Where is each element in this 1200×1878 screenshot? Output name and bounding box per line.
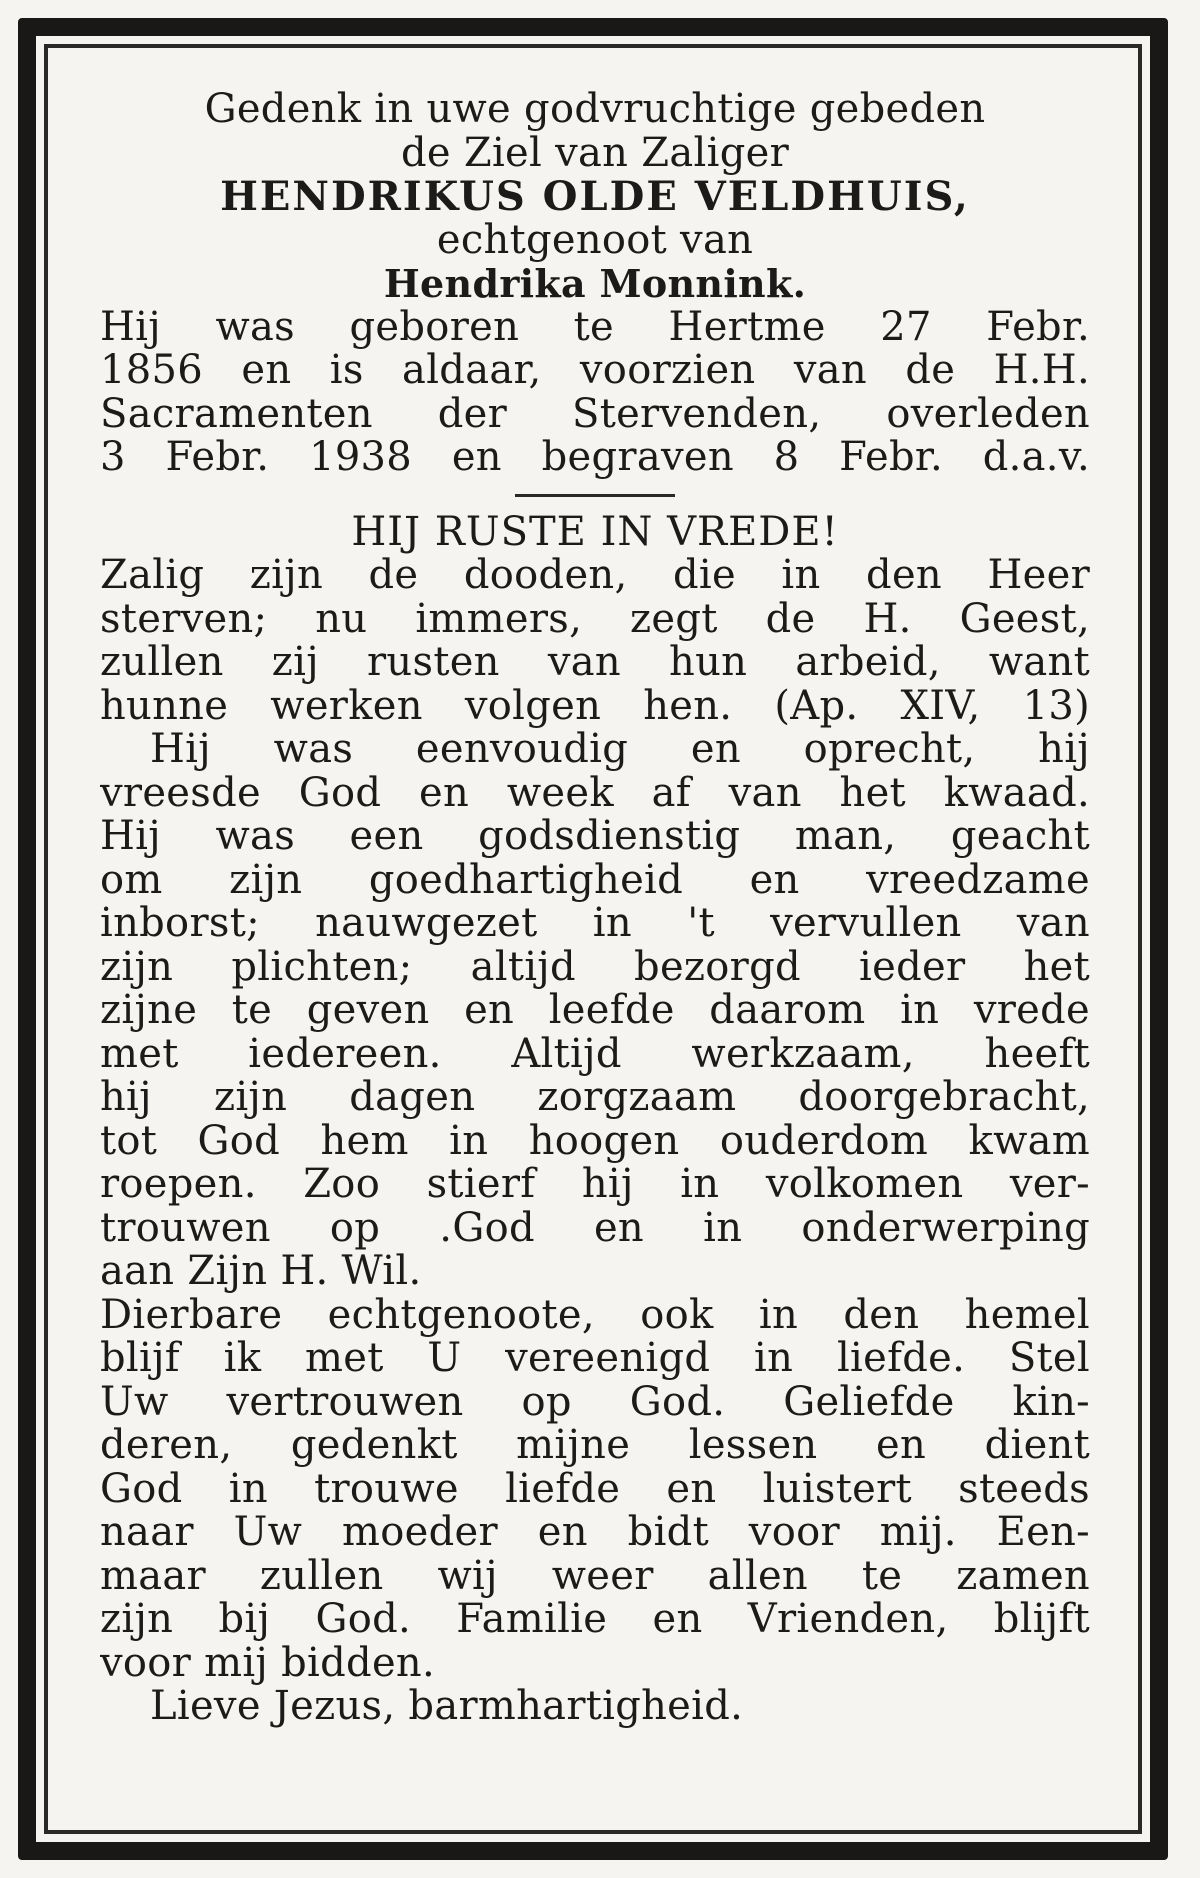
farewell-line-6: naar Uw moeder en bidt voor mij. Een- [100,1511,1090,1555]
farewell-line-9: voor mij bidden. [100,1641,435,1685]
deceased-name: HENDRIKUS OLDE VELDHUIS, [220,175,970,219]
character-line-11: roepen. Zoo stierf hij in volkomen ver- [100,1163,1090,1207]
spouse-name: Hendrika Monnink. [383,262,807,306]
spouse-of-label: echtgenoot van [436,218,754,262]
farewell-line-4: deren, gedenkt mijne lessen en dient [100,1424,1090,1468]
farewell-line-5: God in trouwe liefde en luistert steeds [100,1467,1090,1511]
scripture-line-1: Zalig zijn de dooden, die in den Heer [100,554,1090,598]
character-line-10: tot God hem in hoogen ouderdom kwam [100,1119,1090,1163]
character-line-3: Hij was een godsdienstig man, geacht [100,815,1090,859]
character-line-4: om zijn goedhartigheid en vreedzame [100,858,1090,902]
scripture-line-4: hunne werken volgen hen. (Ap. XIV, 13) [100,684,1090,728]
character-line-1: Hij was eenvoudig en oprecht, hij [150,728,1090,772]
character-line-13: aan Zijn H. Wil. [100,1250,422,1294]
farewell-line-1: Dierbare echtgenoote, ook in den hemel [100,1293,1090,1337]
character-line-5: inborst; nauwgezet in 't vervullen van [100,902,1090,946]
card-text [100,88,1090,1729]
character-line-6: zijn plichten; altijd bezorgd ieder het [100,945,1090,989]
scripture-line-2: sterven; nu immers, zegt de H. Geest, [100,597,1090,641]
farewell-line-8: zijn bij God. Familie en Vrienden, blijft [100,1598,1090,1642]
divider-rule [515,494,675,497]
intro-line-1: Gedenk in uwe godvruchtige gebeden [204,88,986,132]
closing-prayer: Lieve Jezus, barmhartigheid. [150,1685,744,1729]
character-line-2: vreesde God en week af van het kwaad. [100,771,1090,815]
character-line-7: zijne te geven en leefde daarom in vrede [100,989,1090,1033]
character-line-8: met iedereen. Altijd werkzaam, heeft [100,1032,1090,1076]
rip-heading: HIJ RUSTE IN VREDE! [351,510,839,554]
character-line-9: hij zijn dagen zorgzaam doorgebracht, [100,1076,1090,1120]
intro-line-2: de Ziel van Zaliger [400,131,789,175]
birth-death-line-2: 1856 en is aldaar, voorzien van de H.H. [100,349,1090,393]
farewell-line-7: maar zullen wij weer allen te zamen [100,1554,1090,1598]
birth-death-line-4: 3 Febr. 1938 en begraven 8 Febr. d.a.v. [100,436,1090,480]
birth-death-line-3: Sacramenten der Stervenden, overleden [100,392,1090,436]
scripture-line-3: zullen zij rusten van hun arbeid, want [100,641,1090,685]
birth-death-line-1: Hij was geboren te Hertme 27 Febr. [100,305,1090,349]
character-line-12: trouwen op .God en in onderwerping [100,1206,1090,1250]
farewell-line-2: blijf ik met U vereenigd in liefde. Stel [100,1337,1090,1381]
farewell-line-3: Uw vertrouwen op God. Geliefde kin- [100,1380,1090,1424]
